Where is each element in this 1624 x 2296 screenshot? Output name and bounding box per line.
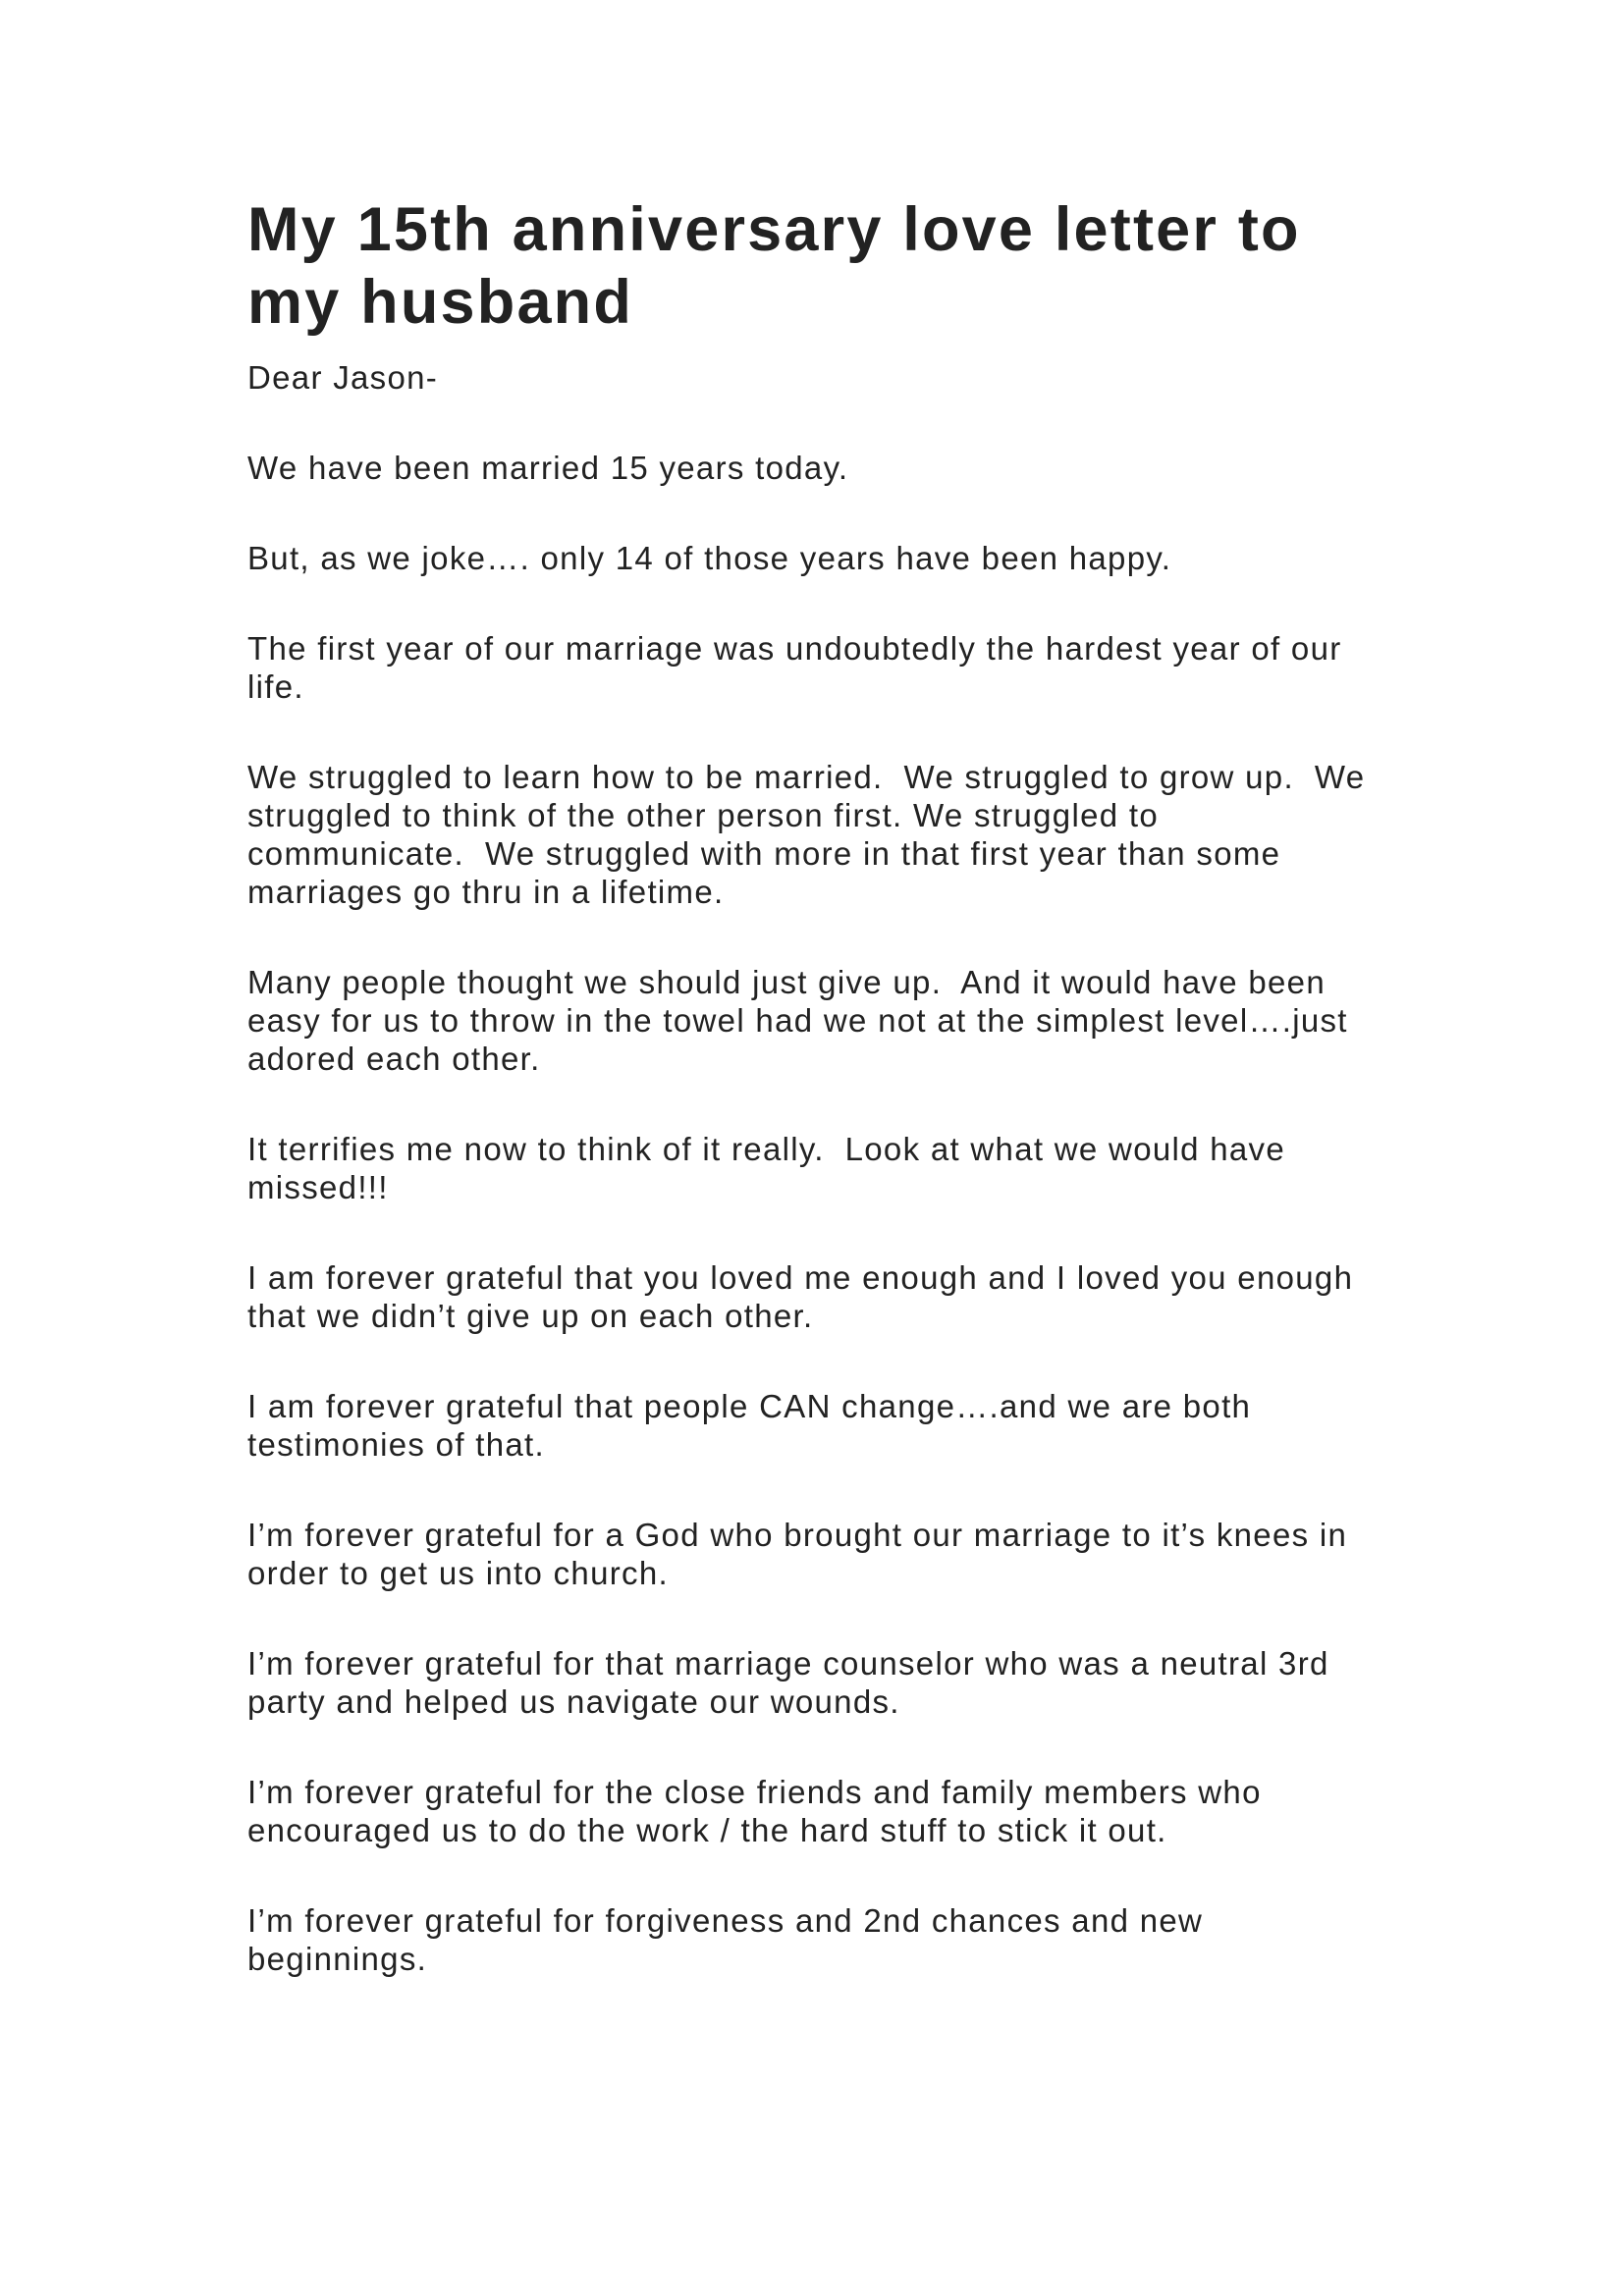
paragraph: I’m forever grateful for a God who brought our marriage to it’s knees in order to get us into church. [247, 1517, 1358, 1591]
letter-body [247, 193, 1377, 1978]
paragraph: I’m forever grateful for forgiveness and 2nd chances and new beginnings. [247, 1902, 1214, 1977]
paragraph: I am forever grateful that people CAN change….and we are both testimonies of that. [247, 1388, 1262, 1463]
paragraph-greeting: Dear Jason- [247, 359, 439, 396]
paragraph: I’m forever grateful for that marriage counselor who was a neutral 3rd party and helped us navigate our wounds. [247, 1645, 1340, 1720]
paragraph: We have been married 15 years today. [247, 450, 849, 486]
page-title: My 15th anniversary love letter to my husband [247, 195, 1301, 337]
paragraph: Many people thought we should just give up. And it would have been easy for us to throw in the towel had we not at the simplest level….just adored each other. [247, 964, 1359, 1077]
paragraph: I’m forever grateful for the close friends and family members who encouraged us to do the work / the hard stuff to stick it out. [247, 1774, 1272, 1848]
paragraph: It terrifies me now to think of it really. Look at what we would have missed!!! [247, 1131, 1296, 1205]
paragraph: I am forever grateful that you loved me enough and I loved you enough that we didn’t give up on each other. [247, 1259, 1364, 1334]
paragraph: The first year of our marriage was undoubtedly the hardest year of our life. [247, 630, 1352, 705]
paragraph: We struggled to learn how to be married. We struggled to grow up. We struggled to think of the other person first. We struggled to communicate. We struggled with more in that first year than some marriages go thru in a lifetime. [247, 759, 1376, 910]
paragraph: But, as we joke…. only 14 of those years have been happy. [247, 540, 1172, 576]
